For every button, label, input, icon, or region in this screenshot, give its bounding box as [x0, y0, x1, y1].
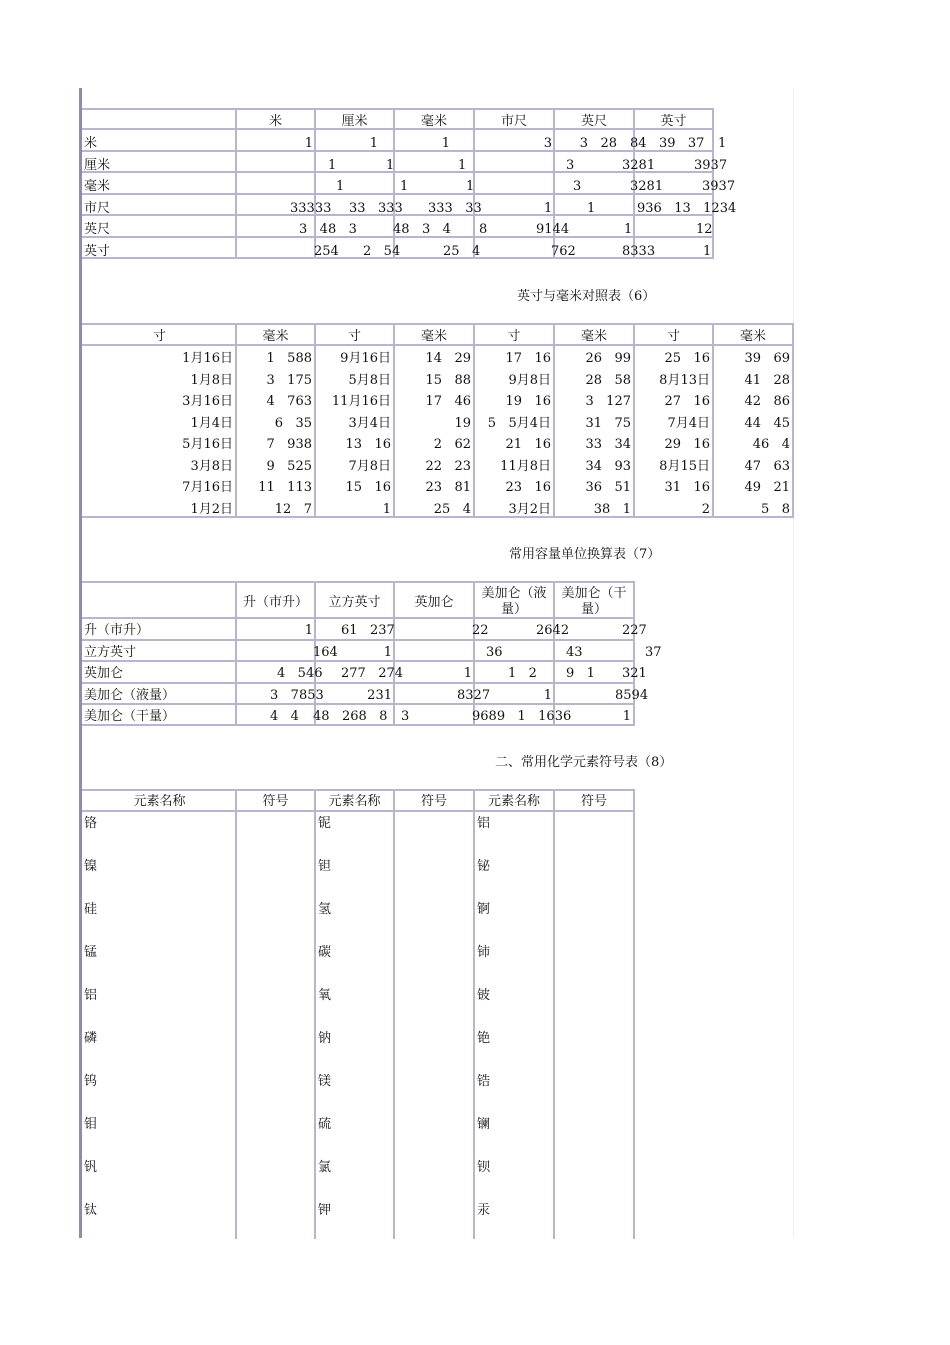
element-name: 钠: [318, 1031, 332, 1046]
length-cell: 8: [479, 222, 488, 237]
length-cell: 33333: [290, 201, 332, 216]
cap-cell: 1: [304, 623, 313, 638]
inch-mm-cell: 7月8日: [348, 459, 391, 474]
inch-mm-cell: 29 16: [664, 437, 710, 452]
inch-header: 寸: [347, 329, 361, 344]
cap-cell: 164: [313, 645, 338, 660]
inch-mm-cell: 11月8日: [500, 459, 551, 474]
mm-header: 毫米: [262, 329, 289, 344]
inch-mm-cell: 41 28: [744, 373, 790, 388]
inch-mm-cell: 3月8日: [190, 459, 233, 474]
inch-mm-cell: 31 75: [585, 416, 631, 431]
length-cell: 1: [369, 136, 378, 151]
element-name: 铬: [84, 816, 98, 831]
element-name: 磷: [84, 1031, 98, 1046]
cap-cell: 1: [383, 645, 392, 660]
inch-mm-cell: 31 16: [664, 480, 710, 495]
inch-mm-cell: 5 8: [761, 502, 790, 517]
element-name: 硫: [318, 1117, 332, 1132]
inch-mm-cell: 1月8日: [190, 373, 233, 388]
length-cell: 1: [458, 158, 467, 173]
inch-mm-cell: 8月15日: [659, 459, 710, 474]
length-cell: 1: [466, 179, 475, 194]
element-name: 钒: [84, 1160, 98, 1175]
inch-mm-cell: 3月4日: [348, 416, 391, 431]
length-cell: 333 33: [428, 201, 482, 216]
inch-mm-cell: 1月4日: [190, 416, 233, 431]
mm-header: 毫米: [739, 329, 766, 344]
element-name: 铯: [477, 1031, 491, 1046]
element-name: 钡: [477, 1160, 491, 1175]
inch-mm-cell: 7 938: [266, 437, 312, 452]
inch-mm-cell: 22 23: [425, 459, 471, 474]
inch-mm-cell: 39 69: [744, 351, 790, 366]
inch-mm-cell: 36 51: [585, 480, 631, 495]
element-name: 氢: [318, 902, 332, 917]
length-cell: 3: [573, 179, 582, 194]
length-cell: 3 48 3: [299, 222, 357, 237]
inch-mm-cell: 6 35: [274, 416, 312, 431]
element-name-header: 元素名称: [133, 794, 186, 809]
inch-mm-cell: 25 4: [433, 502, 471, 517]
length-cell: 9144: [536, 222, 570, 237]
inch-mm-cell: 9月8日: [508, 373, 551, 388]
inch-mm-cell: 5月8日: [348, 373, 391, 388]
length-cell: 33 333: [349, 201, 403, 216]
element-name: 锰: [84, 945, 98, 960]
inch-mm-cell: 8月13日: [659, 373, 710, 388]
cap-cell: 321: [622, 666, 647, 681]
inch-mm-cell: 2 62: [433, 437, 471, 452]
inch-mm-cell: 19: [454, 416, 471, 431]
length-row-label: 米: [84, 136, 98, 151]
element-name: 铝: [84, 988, 98, 1003]
cap-cell: 3 7853: [270, 688, 324, 703]
cap-cell: 1 2: [508, 666, 537, 681]
inch-mm-cell: 1: [382, 502, 391, 517]
inch-header: 寸: [507, 329, 521, 344]
length-cell: 3937: [694, 158, 728, 173]
length-header-mm: 毫米: [420, 114, 447, 129]
inch-mm-cell: 25 16: [664, 351, 710, 366]
cap-cell: 231: [367, 688, 392, 703]
inch-mm-cell: 47 63: [744, 459, 790, 474]
length-cell: 1: [336, 179, 345, 194]
inch-mm-cell: 28 58: [585, 373, 631, 388]
element-name: 碳: [318, 945, 332, 960]
length-cell: 3: [543, 136, 552, 151]
cap-cell: 43: [566, 645, 583, 660]
cap-row-label: 美加仑（干量）: [84, 709, 176, 724]
inch-header: 寸: [666, 329, 680, 344]
element-name: 镧: [477, 1117, 491, 1132]
cap-cell: 277 274: [341, 666, 404, 681]
length-cell: 3281: [630, 179, 664, 194]
cap-header-usgal-dry: 美加仑（干量）: [561, 586, 627, 617]
length-cell: 84 39 37: [630, 136, 705, 151]
inch-mm-cell: 19 16: [505, 394, 551, 409]
cap-cell: 1: [463, 666, 472, 681]
cap-cell: 36: [486, 645, 503, 660]
cap-row-label: 美加仑（液量）: [84, 688, 176, 703]
length-row-label: 毫米: [84, 179, 111, 194]
cap-cell: 22: [472, 623, 489, 638]
length-cell: 762: [551, 244, 576, 259]
inch-mm-cell: 15 88: [425, 373, 471, 388]
length-cell: 48 3 4: [393, 222, 451, 237]
length-cell: 254: [314, 244, 339, 259]
inch-mm-cell: 23 81: [425, 480, 471, 495]
cap-cell: 4 4: [270, 709, 299, 724]
element-name: 硅: [84, 902, 98, 917]
length-row-label: 英寸: [84, 244, 111, 259]
element-name: 钛: [84, 1203, 98, 1218]
length-cell: 25 4: [443, 244, 481, 259]
length-cell: 2 54: [363, 244, 401, 259]
element-name-header: 元素名称: [328, 794, 381, 809]
inch-mm-cell: 12 7: [274, 502, 312, 517]
cap-cell: 9689 1 1636: [472, 709, 572, 724]
inch-mm-cell: 1月16日: [182, 351, 233, 366]
inch-mm-cell: 34 93: [585, 459, 631, 474]
element-name: 铝: [477, 816, 491, 831]
cap-cell: 1: [622, 709, 631, 724]
inch-mm-cell: 5月16日: [182, 437, 233, 452]
right-border: [793, 88, 794, 1238]
element-name: 铌: [318, 816, 332, 831]
inch-mm-caption: 英寸与毫米对照表（6）: [517, 289, 656, 304]
length-header-in: 英寸: [660, 114, 687, 129]
cap-cell: 3: [401, 709, 410, 724]
length-cell: 8333: [622, 244, 656, 259]
inch-mm-cell: 38 1: [593, 502, 631, 517]
left-border: [79, 88, 82, 1238]
symbol-header: 符号: [262, 794, 289, 809]
element-name: 氯: [318, 1160, 332, 1175]
inch-mm-cell: 14 29: [425, 351, 471, 366]
element-name: 铈: [477, 945, 491, 960]
element-caption: 二、常用化学元素符号表（8）: [495, 755, 673, 770]
cap-cell: 8594: [615, 688, 649, 703]
inch-mm-cell: 26 99: [585, 351, 631, 366]
element-name: 铋: [477, 859, 491, 874]
length-cell: 3281: [622, 158, 656, 173]
length-cell: 1: [328, 158, 337, 173]
length-header-chi: 市尺: [500, 114, 527, 129]
inch-mm-cell: 5 5月4日: [487, 416, 551, 431]
element-name: 钾: [318, 1203, 332, 1218]
cap-row-label: 升（市升）: [84, 623, 150, 638]
inch-mm-cell: 3 127: [585, 394, 631, 409]
inch-mm-cell: 33 34: [585, 437, 631, 452]
inch-mm-cell: 13 16: [345, 437, 391, 452]
cap-cell: 8327: [457, 688, 491, 703]
element-name: 锆: [477, 1074, 491, 1089]
element-name: 氧: [318, 988, 332, 1003]
cap-header-cuin: 立方英寸: [328, 595, 381, 610]
cap-cell: 61 237: [341, 623, 395, 638]
cap-cell: 2642: [536, 623, 570, 638]
inch-mm-cell: 7月4日: [667, 416, 710, 431]
element-name: 镁: [318, 1074, 332, 1089]
length-row-label: 英尺: [84, 222, 111, 237]
length-cell: 1: [718, 136, 727, 151]
length-cell: 12: [696, 222, 713, 237]
cap-row-label: 立方英寸: [84, 645, 137, 660]
inch-mm-cell: 7月16日: [182, 480, 233, 495]
length-cell: 3: [566, 158, 575, 173]
inch-mm-cell: 1月2日: [190, 502, 233, 517]
inch-mm-cell: 42 86: [744, 394, 790, 409]
cap-cell: 48 268 8: [313, 709, 388, 724]
inch-mm-cell: 3 175: [266, 373, 312, 388]
length-header-m: 米: [268, 114, 282, 129]
element-name-header: 元素名称: [487, 794, 540, 809]
length-cell: 1: [441, 136, 450, 151]
symbol-header: 符号: [580, 794, 607, 809]
length-row-label: 市尺: [84, 201, 111, 216]
mm-header: 毫米: [420, 329, 447, 344]
length-cell: 1: [386, 158, 395, 173]
length-cell: 3 28: [579, 136, 617, 151]
inch-mm-cell: 23 16: [505, 480, 551, 495]
inch-mm-cell: 46 4: [752, 437, 790, 452]
inch-mm-cell: 11月16日: [331, 394, 391, 409]
inch-mm-cell: 9 525: [266, 459, 312, 474]
element-name: 钨: [84, 1074, 98, 1089]
inch-mm-cell: 15 16: [345, 480, 391, 495]
length-cell: 936 13 1234: [637, 201, 737, 216]
capacity-caption: 常用容量单位换算表（7）: [509, 547, 661, 562]
cap-cell: 37: [645, 645, 662, 660]
length-cell: 1: [400, 179, 409, 194]
inch-mm-cell: 2: [701, 502, 710, 517]
length-cell: 1: [624, 222, 633, 237]
cap-header-liter: 升（市升）: [242, 595, 308, 610]
cap-row-label: 英加仑: [84, 666, 124, 681]
length-cell: 1: [304, 136, 313, 151]
cap-cell: 227: [622, 623, 647, 638]
element-name: 铍: [477, 988, 491, 1003]
length-cell: 3937: [702, 179, 736, 194]
cap-header-ukgal: 英加仑: [414, 595, 454, 610]
inch-mm-cell: 17 46: [425, 394, 471, 409]
inch-mm-cell: 3月16日: [182, 394, 233, 409]
symbol-header: 符号: [420, 794, 447, 809]
inch-mm-cell: 1 588: [266, 351, 312, 366]
length-header-ft: 英尺: [580, 114, 607, 129]
element-name: 锕: [477, 902, 491, 917]
cap-cell: 1: [543, 688, 552, 703]
inch-mm-cell: 27 16: [664, 394, 710, 409]
element-name: 钽: [318, 859, 332, 874]
inch-mm-cell: 9月16日: [340, 351, 391, 366]
length-header-cm: 厘米: [341, 114, 368, 129]
inch-mm-cell: 44 45: [744, 416, 790, 431]
inch-mm-cell: 49 21: [744, 480, 790, 495]
cap-header-usgal-liquid: 美加仑（液量）: [481, 586, 547, 617]
inch-mm-cell: 3月2日: [508, 502, 551, 517]
inch-header: 寸: [152, 329, 166, 344]
inch-mm-cell: 4 763: [266, 394, 312, 409]
inch-mm-cell: 11 113: [258, 480, 312, 495]
element-name: 汞: [477, 1203, 491, 1218]
element-name: 钼: [84, 1117, 98, 1132]
length-row-label: 厘米: [84, 158, 111, 173]
length-cell: 1: [587, 201, 596, 216]
length-cell: 1: [544, 201, 553, 216]
cap-cell: 9 1: [566, 666, 595, 681]
element-name: 镍: [84, 859, 98, 874]
inch-mm-cell: 17 16: [505, 351, 551, 366]
mm-header: 毫米: [580, 329, 607, 344]
inch-mm-cell: 21 16: [505, 437, 551, 452]
length-cell: 1: [703, 244, 712, 259]
cap-cell: 4 546: [277, 666, 323, 681]
